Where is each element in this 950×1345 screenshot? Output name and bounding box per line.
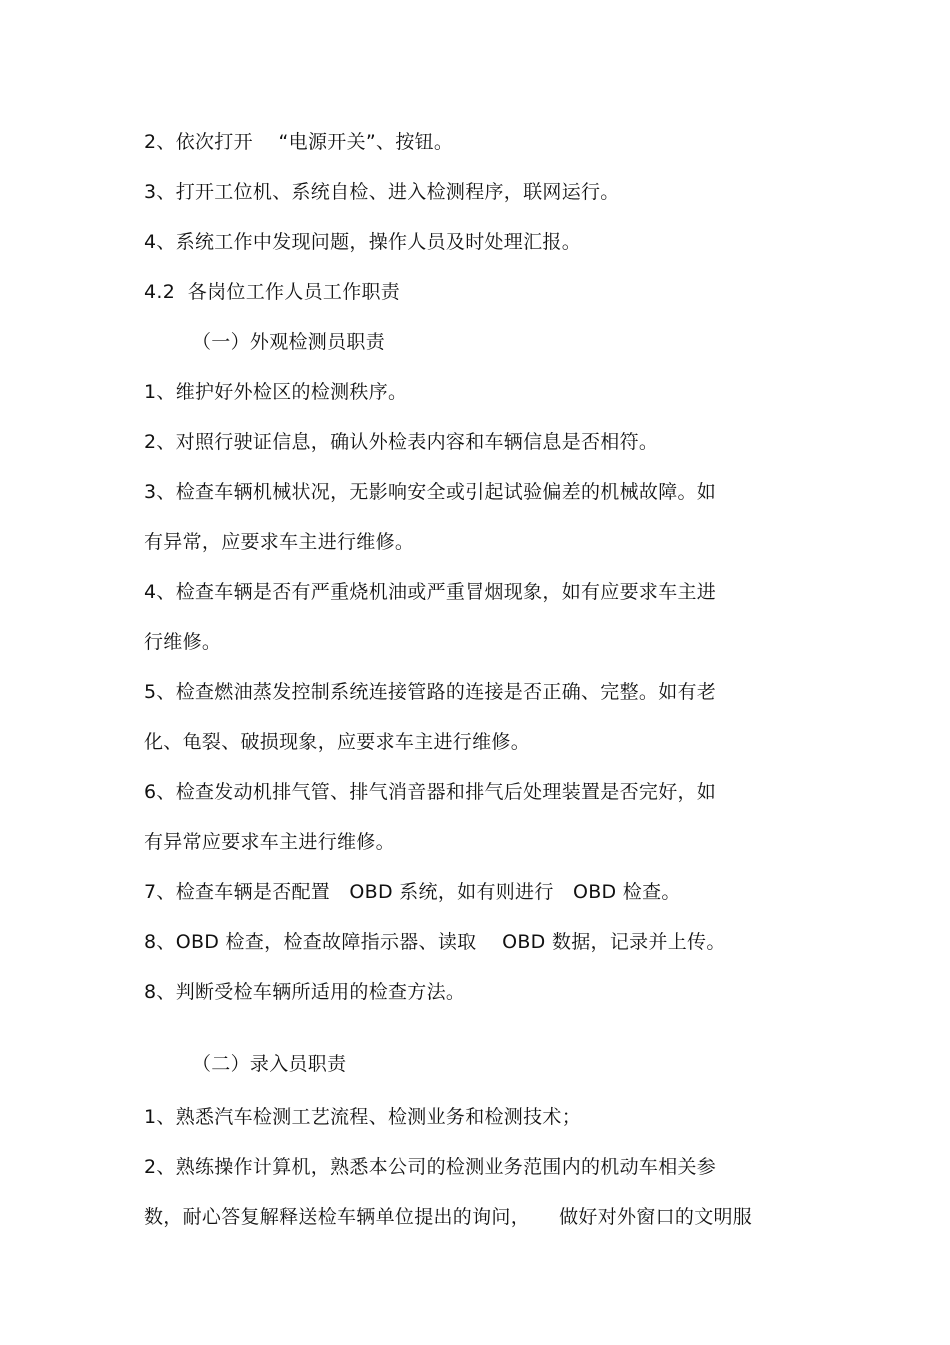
duty-item-3: 3、检查车辆机械状况，无影响安全或引起试验偏差的机械故障。如	[144, 481, 717, 503]
duty-item-4: 4、检查车辆是否有严重烧机油或严重冒烟现象，如有应要求车主进	[144, 581, 717, 603]
procedure-step-3: 3、打开工位机、系统自检、进入检测程序，联网运行。	[144, 181, 620, 203]
duty-item-6: 6、检查发动机排气管、排气消音器和排气后处理装置是否完好，如	[144, 781, 717, 803]
duty-item-8: 8、OBD 检查，检查故障指示器、读取 OBD 数据，记录并上传。	[144, 931, 726, 953]
clerk-duty-2-cont: 数，耐心答复解释送检车辆单位提出的询问， 做好对外窗口的文明服	[144, 1206, 753, 1228]
clerk-duty-1: 1、熟悉汽车检测工艺流程、检测业务和检测技术；	[144, 1106, 581, 1128]
subsection-heading-inspector: （一）外观检测员职责	[192, 331, 386, 353]
duty-item-4-cont: 行维修。	[144, 631, 222, 653]
duty-item-7: 7、检查车辆是否配置 OBD 系统，如有则进行 OBD 检查。	[144, 881, 681, 903]
duty-item-2: 2、对照行驶证信息，确认外检表内容和车辆信息是否相符。	[144, 431, 659, 453]
section-heading: 4.2 各岗位工作人员工作职责	[144, 281, 401, 303]
duty-item-6-cont: 有异常应要求车主进行维修。	[144, 831, 395, 853]
duty-item-8b: 8、判断受检车辆所适用的检查方法。	[144, 981, 466, 1003]
duty-item-5-cont: 化、龟裂、破损现象，应要求车主进行维修。	[144, 731, 531, 753]
subsection-heading-clerk: （二）录入员职责	[192, 1053, 347, 1075]
duty-item-1: 1、维护好外检区的检测秩序。	[144, 381, 408, 403]
duty-item-3-cont: 有异常，应要求车主进行维修。	[144, 531, 415, 553]
clerk-duty-2: 2、熟练操作计算机，熟悉本公司的检测业务范围内的机动车相关参	[144, 1156, 717, 1178]
procedure-step-4: 4、系统工作中发现问题，操作人员及时处理汇报。	[144, 231, 581, 253]
procedure-step-2: 2、依次打开 “电源开关”、按钮。	[144, 131, 454, 153]
duty-item-5: 5、检查燃油蒸发控制系统连接管路的连接是否正确、完整。如有老	[144, 681, 717, 703]
